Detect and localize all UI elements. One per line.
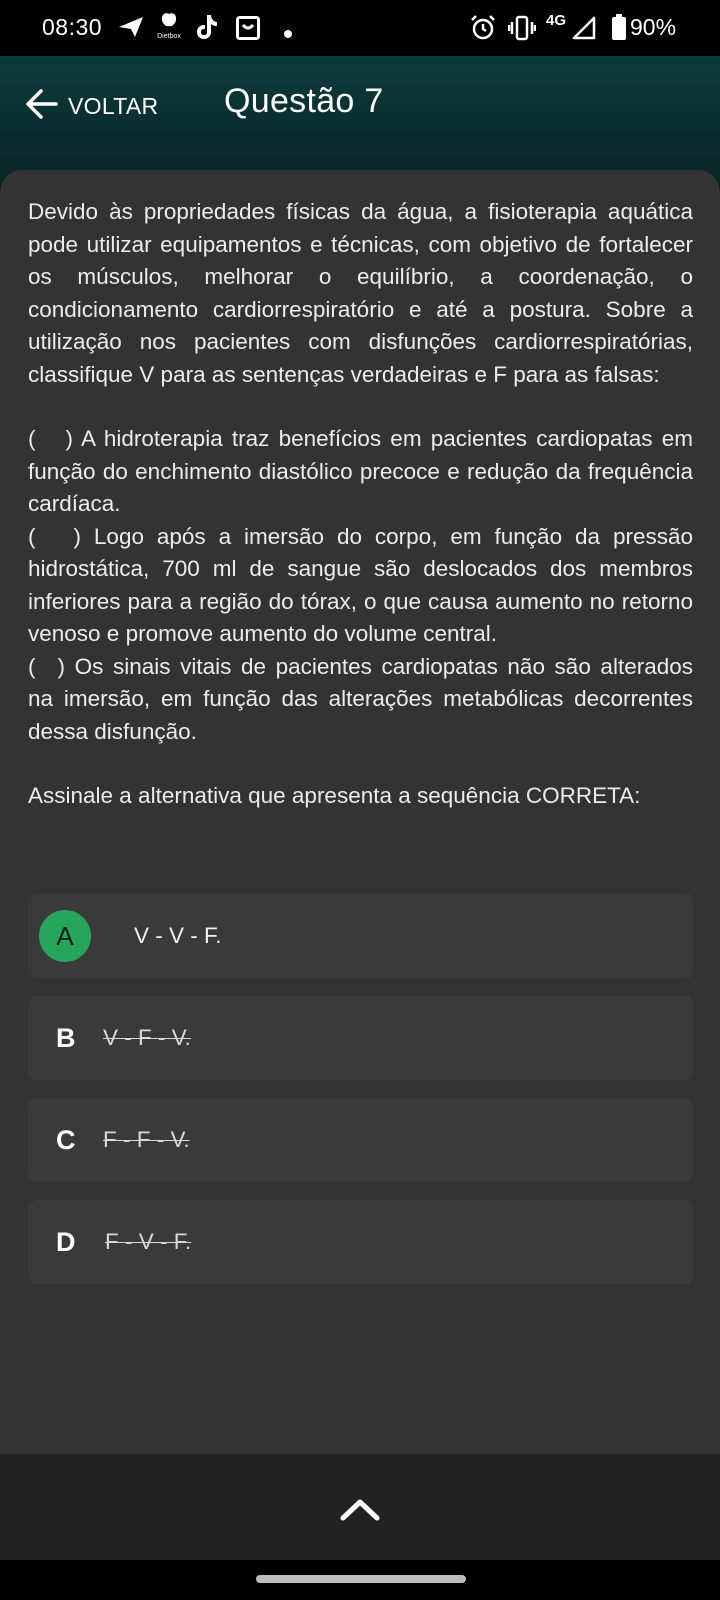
shopping-bag-icon [236,16,260,45]
option-b[interactable] [28,996,693,1080]
statement-3-close: ) [57,653,65,679]
question-card [0,170,720,1454]
question-text [28,196,693,845]
dietbox-icon [154,12,184,41]
dietbox-label: Dietbox [157,33,181,40]
status-bar [0,0,720,56]
alarm-icon [470,15,496,46]
statement-2-text: Logo após a imersão do corpo, em função da pressão hidrostática, 700 ml de sangue são deslocados dos membros inferiores para a região do tórax, o que causa aumento no retorno venoso e promove aumento do volume central. [28,523,693,646]
arrow-left-icon [26,89,58,124]
statement-3 [28,651,693,749]
dot-icon [284,25,292,43]
option-a[interactable] [28,894,693,978]
home-indicator[interactable] [256,1575,466,1583]
option-c[interactable] [28,1098,693,1182]
option-b-text: V - F - V. [103,1025,191,1050]
option-c-text: F - F - V. [103,1127,190,1152]
back-button[interactable] [26,84,158,128]
statement-3-text: Os sinais vitais de pacientes cardiopatas não são alterados na imersão, em função das alterações metabólicas decorrentes dessa disfunção. [28,653,693,744]
tiktok-icon [196,14,218,45]
option-a-letter: A [39,910,91,962]
battery-percentage: 90% [630,14,677,40]
vibrate-icon [508,15,536,46]
send-icon [118,16,144,43]
signal-icon [572,16,596,45]
statement-1-text: A hidroterapia traz benefícios em pacientes cardiopatas em função do enchimento diastólico precoce e redução da frequência cardíaca. [28,426,693,516]
statement-2 [28,521,693,651]
expand-button[interactable] [330,1490,390,1530]
option-d-text: F - V - F. [105,1229,192,1254]
statement-1-open: ( [28,426,36,451]
question-prompt: Assinale a alternativa que apresenta a sequência CORRETA: [28,783,641,808]
bottom-bar [0,1454,720,1560]
statement-2-close: ) [73,523,81,549]
statement-1-close: ) [65,426,73,451]
option-d-letter: D [56,1227,76,1257]
answer-options [28,894,693,1302]
statement-1 [28,423,693,521]
system-navigation [0,1560,720,1600]
app-header [0,56,720,186]
network-type: 4G [546,12,567,29]
option-a-text: V - V - F. [134,923,222,948]
option-c-letter: C [56,1125,76,1155]
back-label: VOLTAR [68,92,159,119]
option-b-letter: B [56,1023,76,1053]
statement-3-open: ( [28,653,36,679]
battery-icon [612,14,626,45]
page-title: Questão 7 [224,82,384,120]
status-time: 08:30 [42,14,103,40]
option-d[interactable] [28,1200,693,1284]
chevron-up-icon [330,1517,390,1534]
statement-2-open: ( [28,523,36,549]
question-intro: Devido às propriedades físicas da água, a fisioterapia aquática pode utilizar equipamentos e técnicas, com objetivo de fortalecer os músculos, melhorar o equilíbrio, a coordenação, o condicionamento cardiorrespiratório e até a postura. Sobre a utilização nos pacientes com disfunções cardiorrespiratórias, classifique V para as sentenças verdadeiras e F para as falsas: [28,199,693,387]
